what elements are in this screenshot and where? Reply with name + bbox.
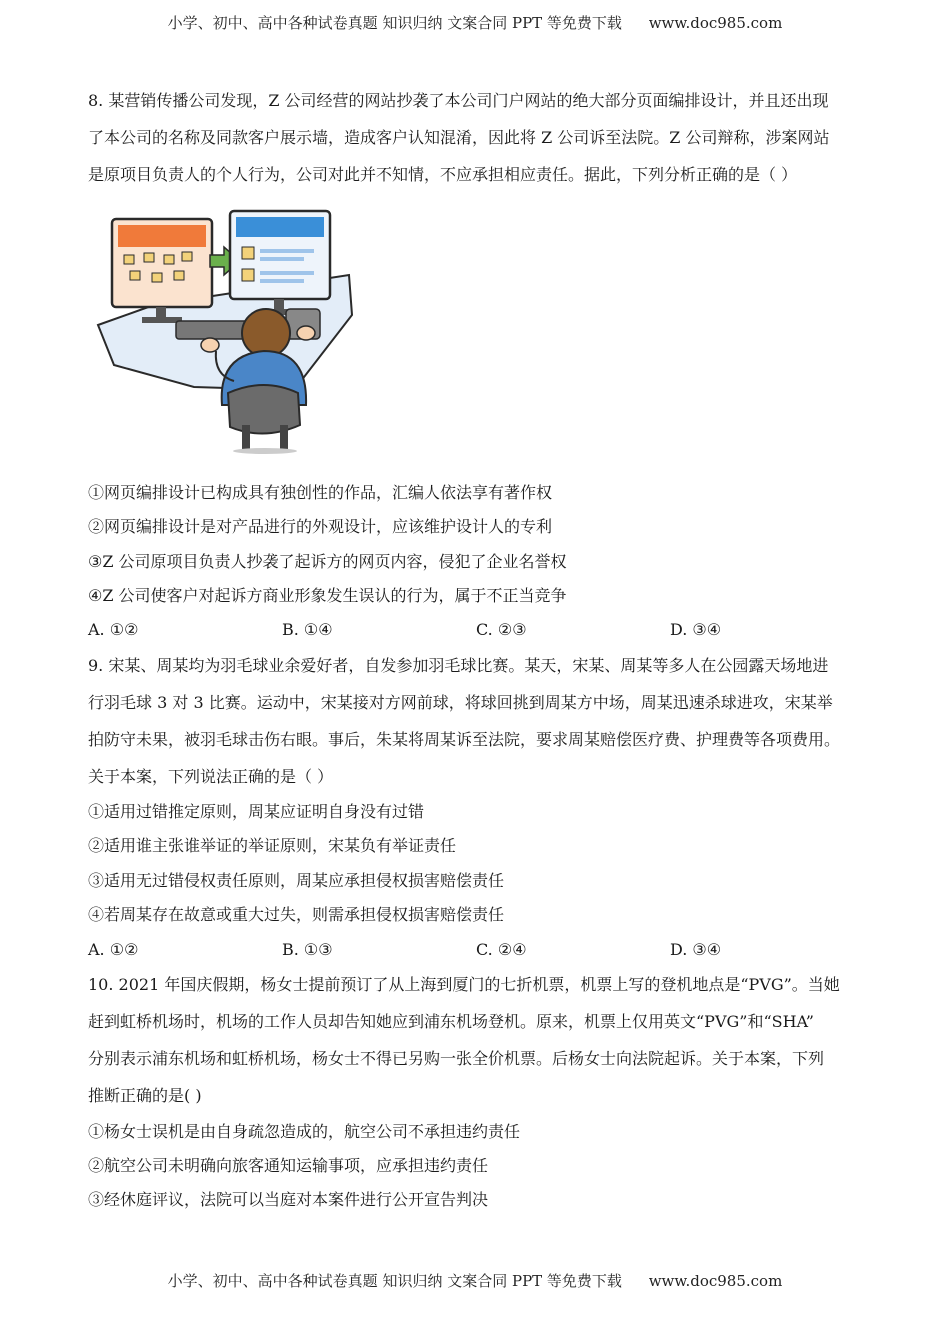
q9-statement-3: ③适用无过错侵权责任原则，周某应承担侵权损害赔偿责任 bbox=[88, 871, 505, 890]
q10-line-3: 分别表示浦东机场和虹桥机场，杨女士不得已另购一张全价机票。后杨女士向法院起诉。关于本案，下列 bbox=[88, 1049, 825, 1068]
q8-option-c[interactable]: C. ②③ bbox=[476, 620, 527, 639]
q9-line-2: 行羽毛球 3 对 3 比赛。运动中，宋某接对方网前球，将球回挑到周某方中场，周某迅速杀球进攻，宋某举 bbox=[88, 693, 833, 712]
q9-line-1: 9. 宋某、周某均为羽毛球业余爱好者，自发参加羽毛球比赛。某天，宋某、周某等多人在公园露天场地进 bbox=[88, 656, 829, 675]
q8-line-2: 了本公司的名称及同款客户展示墙，造成客户认知混淆，因此将 Z 公司诉至法院。Z 公司辩称，涉案网站 bbox=[88, 128, 830, 147]
q10-statement-1: ①杨女士误机是由自身疏忽造成的，航空公司不承担违约责任 bbox=[88, 1122, 521, 1141]
q9-option-b[interactable]: B. ①③ bbox=[282, 940, 333, 959]
q10-line-1: 10. 2021 年国庆假期，杨女士提前预订了从上海到厦门的七折机票，机票上写的登机地点是“PVG”。当她 bbox=[88, 975, 840, 994]
q9-statement-2: ②适用谁主张谁举证的举证原则，宋某负有举证责任 bbox=[88, 836, 457, 855]
q8-statement-2: ②网页编排设计是对产品进行的外观设计，应该维护设计人的专利 bbox=[88, 517, 553, 536]
q8-option-d[interactable]: D. ③④ bbox=[670, 620, 722, 639]
q8-line-1: 8. 某营销传播公司发现，Z 公司经营的网站抄袭了本公司门户网站的绝大部分页面编排设计，并且还出现 bbox=[88, 91, 829, 110]
q10-statement-2: ②航空公司未明确向旅客通知运输事项，应承担违约责任 bbox=[88, 1156, 489, 1175]
header-text: 小学、初中、高中各种试卷真题 知识归纳 文案合同 PPT 等免费下载 bbox=[167, 14, 622, 32]
footer-text: 小学、初中、高中各种试卷真题 知识归纳 文案合同 PPT 等免费下载 bbox=[167, 1272, 622, 1290]
page-footer bbox=[0, 1270, 950, 1291]
q9-line-3: 拍防守未果，被羽毛球击伤右眼。事后，朱某将周某诉至法院，要求周某赔偿医疗费、护理费等各项费用。 bbox=[88, 730, 841, 749]
computer-user-illustration bbox=[94, 205, 356, 455]
q9-option-d[interactable]: D. ③④ bbox=[670, 940, 722, 959]
q8-statement-4: ④Z 公司使客户对起诉方商业形象发生误认的行为，属于不正当竞争 bbox=[88, 586, 567, 605]
page-header bbox=[0, 12, 950, 33]
q10-line-2: 赶到虹桥机场时，机场的工作人员却告知她应到浦东机场登机。原来，机票上仅用英文“PVG”和“SHA” bbox=[88, 1012, 814, 1031]
q10-line-4: 推断正确的是( ) bbox=[88, 1086, 202, 1105]
header-url: www.doc985.com bbox=[648, 14, 783, 32]
q9-statement-4: ④若周某存在故意或重大过失，则需承担侵权损害赔偿责任 bbox=[88, 905, 505, 924]
q10-statement-3: ③经休庭评议，法院可以当庭对本案件进行公开宣告判决 bbox=[88, 1190, 489, 1209]
q8-option-a[interactable]: A. ①② bbox=[88, 620, 139, 639]
footer-url: www.doc985.com bbox=[648, 1272, 783, 1290]
q8-line-3: 是原项目负责人的个人行为，公司对此并不知情，不应承担相应责任。据此，下列分析正确的是（ ） bbox=[88, 165, 798, 184]
q8-option-b[interactable]: B. ①④ bbox=[282, 620, 333, 639]
q8-statement-1: ①网页编排设计已构成具有独创性的作品，汇编人依法享有著作权 bbox=[88, 483, 553, 502]
q9-statement-1: ①适用过错推定原则，周某应证明自身没有过错 bbox=[88, 802, 425, 821]
q9-line-4: 关于本案，下列说法正确的是（ ） bbox=[88, 767, 334, 786]
q8-statement-3: ③Z 公司原项目负责人抄袭了起诉方的网页内容，侵犯了企业名誉权 bbox=[88, 552, 567, 571]
q9-option-a[interactable]: A. ①② bbox=[88, 940, 139, 959]
q9-option-c[interactable]: C. ②④ bbox=[476, 940, 527, 959]
